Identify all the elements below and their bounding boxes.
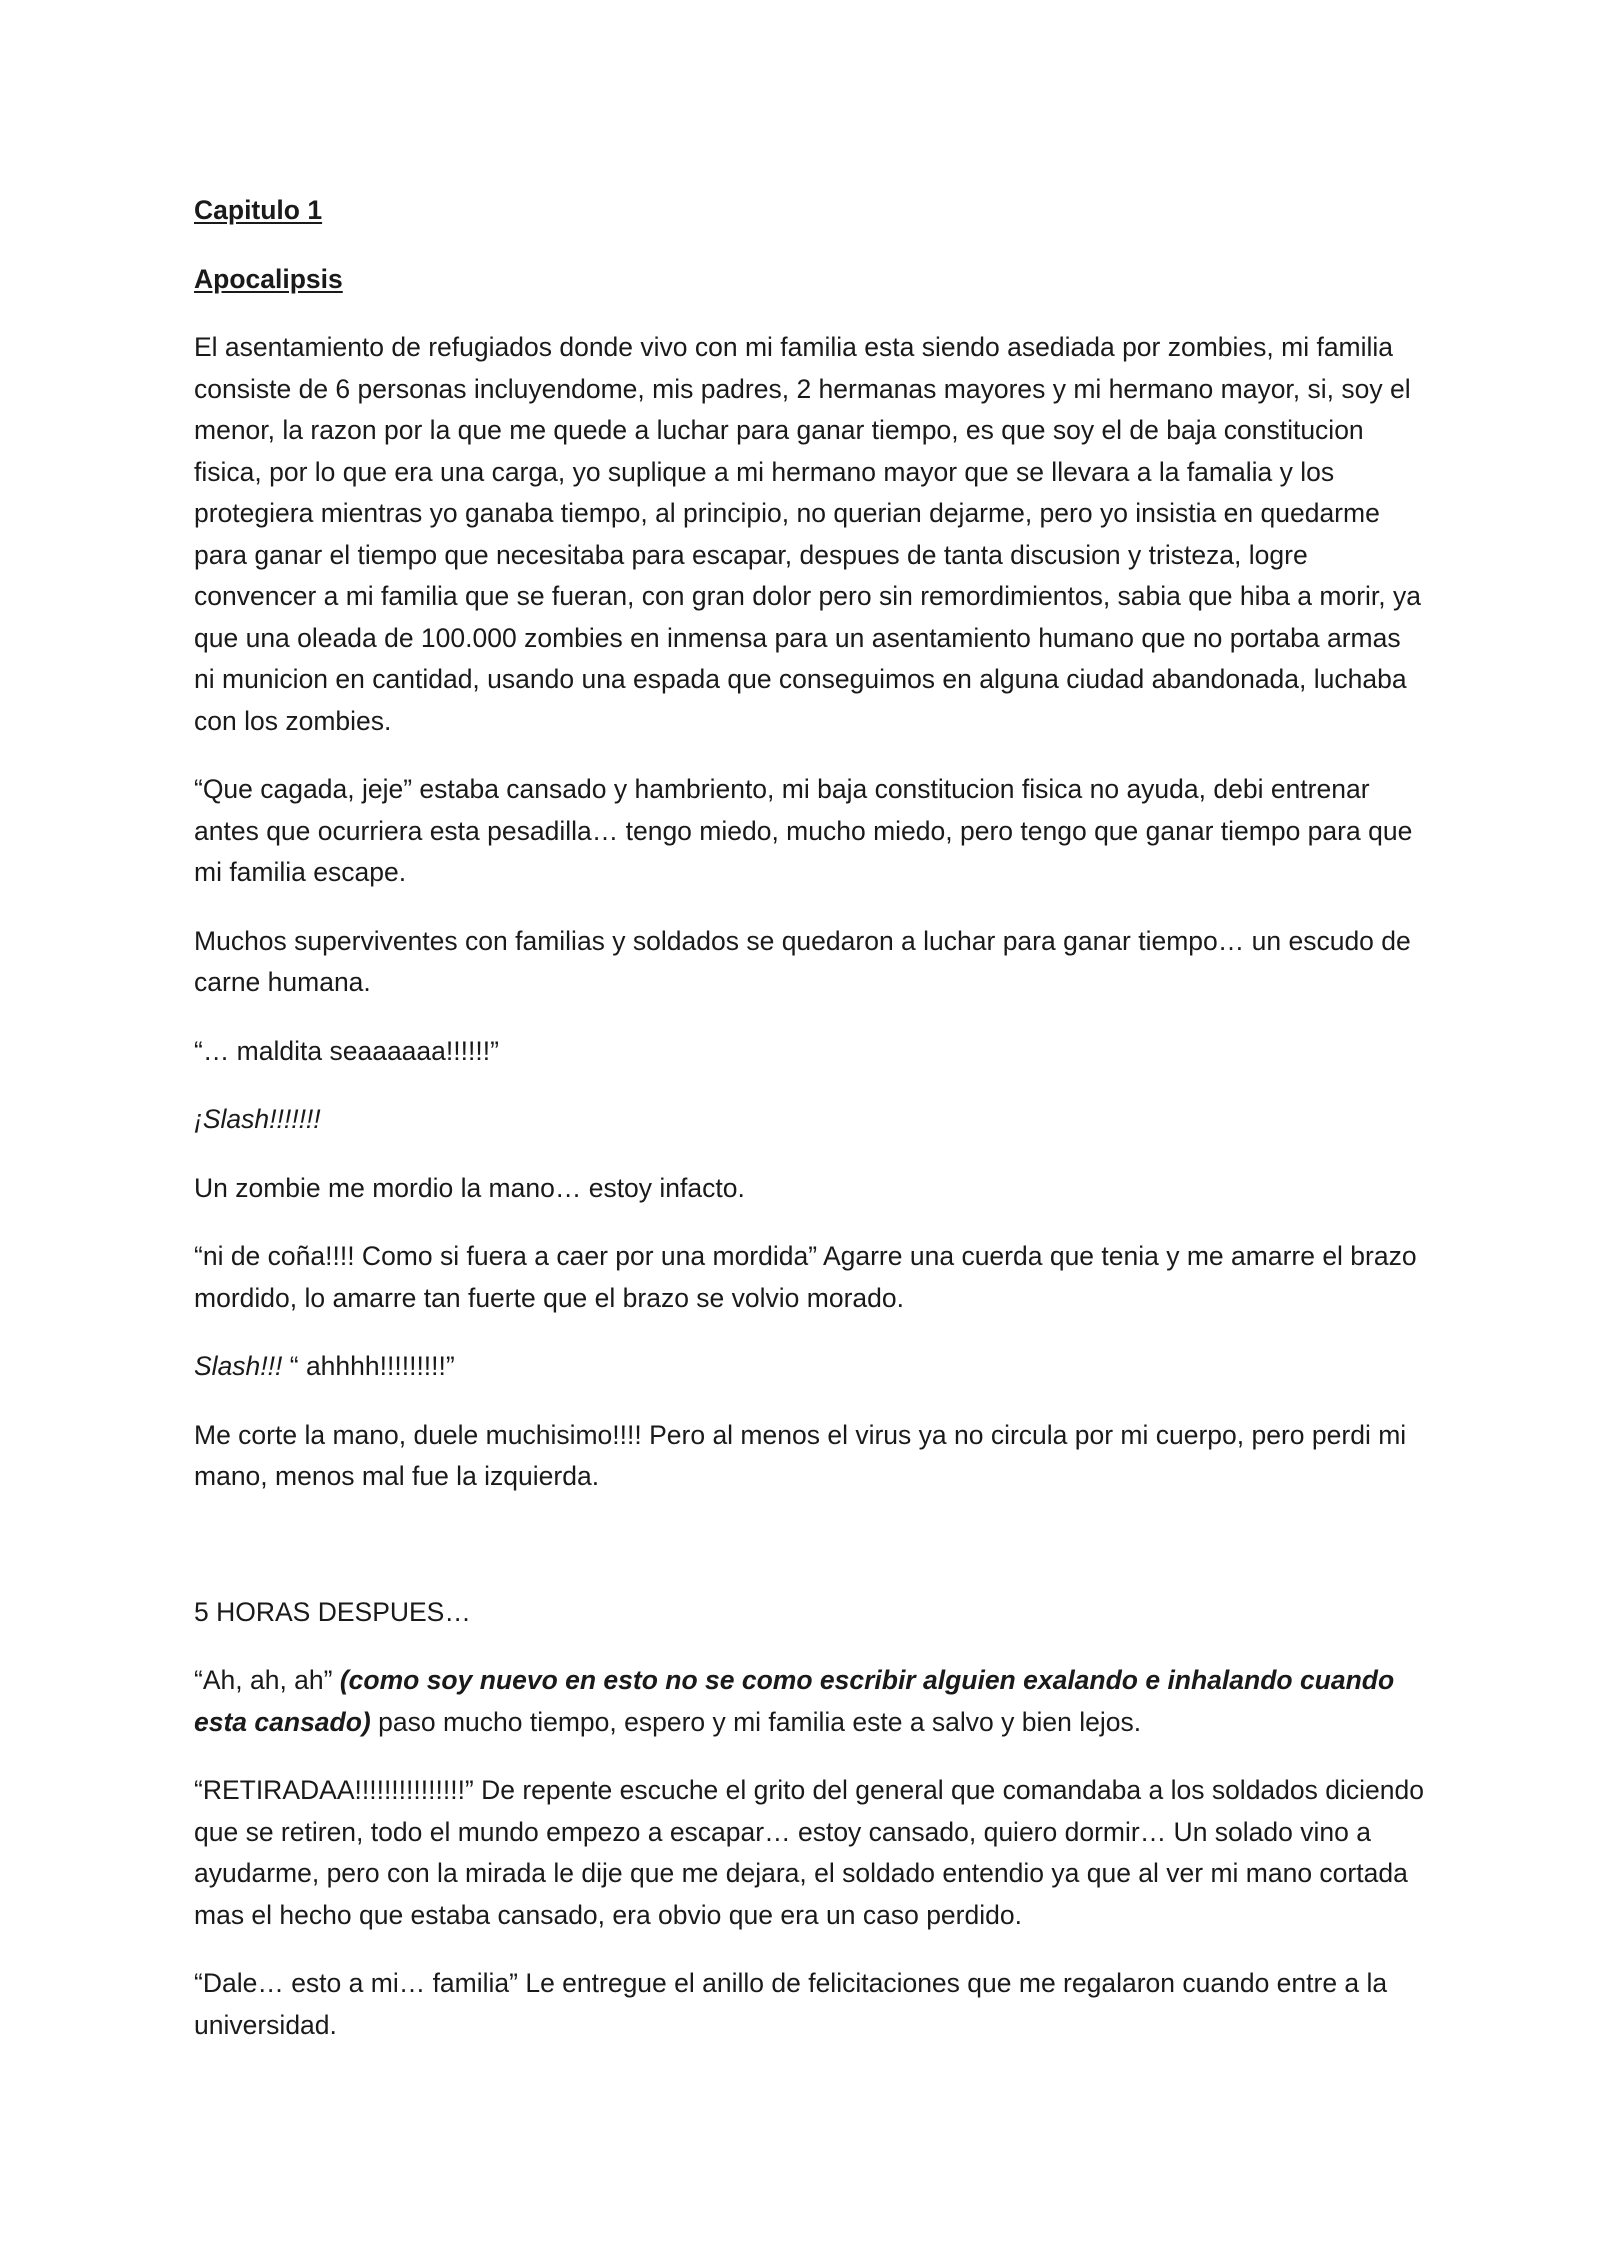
paragraph-5: ¡Slash!!!!!!! — [194, 1104, 321, 1134]
paragraph-8 — [194, 1346, 1426, 1388]
paragraph-2: “Que cagada, jeje” estaba cansado y hambriento, mi baja constitucion fisica no ayuda, debi entrenar antes que ocurriera esta pesadilla… tengo miedo, mucho miedo, pero tengo que ganar tiempo para que mi familia escape. — [194, 774, 1413, 887]
paragraph-11-aside: (como soy nuevo en esto no se como escribir alguien exalando e inhalando cuando esta cansado) — [194, 1665, 1395, 1737]
paragraph-3: Muchos superviventes con familias y soldados se quedaron a luchar para ganar tiempo… un escudo de carne humana. — [194, 925, 1411, 997]
paragraph-6: Un zombie me mordio la mano… estoy infacto. — [194, 1172, 745, 1203]
paragraph-8-italic: Slash!!! — [194, 1351, 283, 1381]
paragraph-7: “ni de coña!!!! Como si fuera a caer por una mordida” Agarre una cuerda que tenia y me amarre el brazo mordido, lo amarre tan fuerte que el brazo se volvio morado. — [194, 1241, 1417, 1313]
paragraph-13: “Dale… esto a mi… familia” Le entregue el anillo de felicitaciones que me regalaron cuando entre a la universidad. — [194, 1968, 1388, 2040]
paragraph-11 — [194, 1660, 1426, 1743]
chapter-title: Apocalipsis — [194, 263, 343, 294]
document-page — [194, 190, 1426, 2073]
paragraph-11-start: “Ah, ah, ah” — [194, 1665, 340, 1695]
paragraph-1: El asentamiento de refugiados donde vivo con mi familia esta siendo asediada por zombies, mi familia consiste de 6 personas incluyendome, mis padres, 2 hermanas mayores y mi hermano mayor, si, soy el menor, la razon por la que me quede a luchar para ganar tiempo, es que soy el de baja constitucion fisica, por lo que era una carga, yo suplique a mi hermano mayor que se llevara a la famalia y los protegiera mientras yo ganaba tiempo, al principio, no querian dejarme, pero yo insistia en quedarme para ganar el tiempo que necesitaba para escapar, despues de tanta discusion y tristeza, logre convencer a mi familia que se fueran, con gran dolor pero sin remordimientos, sabia que hiba a morir, ya que una oleada de 100.000 zombies en inmensa para un asentamiento humano que no portaba armas ni municion en cantidad, usando una espada que conseguimos en alguna ciudad abandonada, luchaba con los zombies. — [194, 332, 1421, 736]
paragraph-8-rest: “ ahhhh!!!!!!!!!” — [282, 1351, 455, 1381]
paragraph-12: “RETIRADAA!!!!!!!!!!!!!!!” De repente escuche el grito del general que comandaba a los soldados diciendo que se retiren, todo el mundo empezo a escapar… estoy cansado, quiero dormir… Un solado vino a ayudarme, pero con la mirada le dije que me dejara, el soldado entendio ya que al ver mi mano cortada mas el hecho que estaba cansado, era obvio que era un caso perdido. — [194, 1775, 1424, 1930]
paragraph-10: 5 HORAS DESPUES… — [194, 1596, 471, 1627]
paragraph-11-end: paso mucho tiempo, espero y mi familia este a salvo y bien lejos. — [370, 1706, 1142, 1737]
chapter-heading: Capitulo 1 — [194, 195, 323, 225]
section-spacer — [194, 1525, 1426, 1592]
paragraph-9: Me corte la mano, duele muchisimo!!!! Pero al menos el virus ya no circula por mi cuerpo, pero perdi mi mano, menos mal fue la izquierda. — [194, 1419, 1407, 1491]
paragraph-4: “… maldita seaaaaaa!!!!!!” — [194, 1035, 499, 1066]
